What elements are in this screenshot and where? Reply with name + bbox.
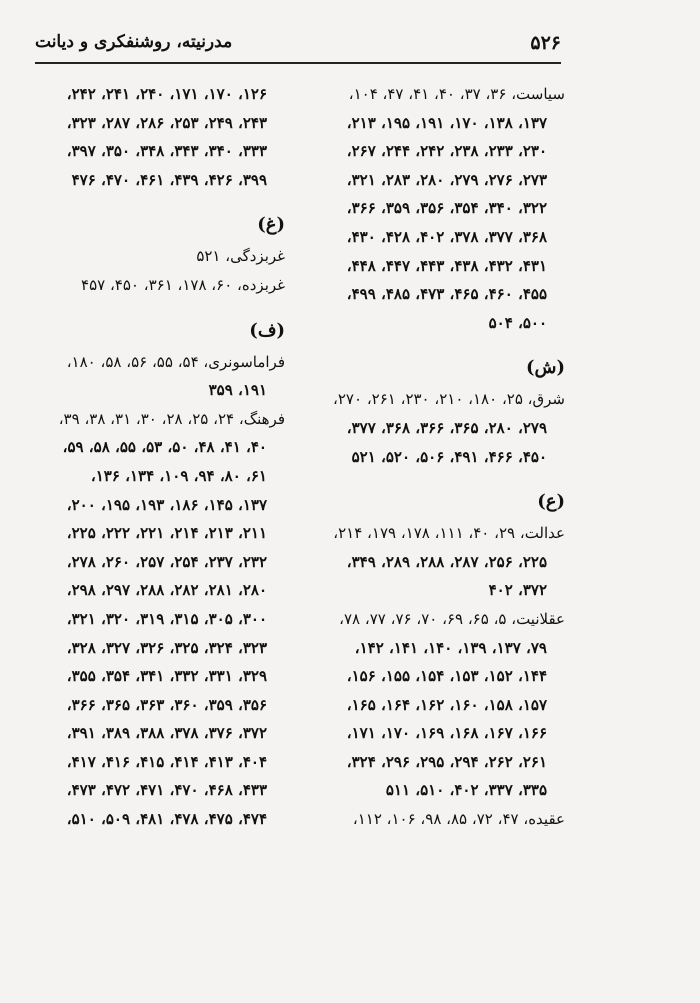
index-entry-continuation: ۳۷۲، ۴۰۲ [488, 581, 547, 600]
index-entry-continuation: ۳۳۵، ۳۳۷، ۴۰۲، ۵۱۰، ۵۱۱ [385, 781, 547, 800]
index-entry-continuation: ۳۰۰، ۳۰۵، ۳۱۵، ۳۱۹، ۳۲۰، ۳۲۱، [66, 609, 267, 628]
index-entry-continuation: ۳۲۳، ۳۲۴، ۳۲۵، ۳۲۶، ۳۲۷، ۳۲۸، [66, 638, 267, 657]
index-entry-continuation: ۱۶۶، ۱۶۷، ۱۶۸، ۱۶۹، ۱۷۰، ۱۷۱، [346, 724, 547, 743]
index-entry: سیاست، ۳۶، ۳۷، ۴۰، ۴۱، ۴۷، ۱۰۴، [348, 85, 565, 103]
index-column-left [40, 80, 285, 834]
index-entry-continuation: ۱۳۷، ۱۳۸، ۱۷۰، ۱۹۱، ۱۹۵، ۲۱۳، [346, 113, 547, 132]
index-entry-continuation: ۲۳۲، ۲۳۷، ۲۵۴، ۲۵۷، ۲۶۰، ۲۷۸، [66, 552, 267, 571]
index-entry-continuation: ۴۵۰، ۴۶۶، ۴۹۱، ۵۰۶، ۵۲۰، ۵۲۱ [351, 447, 547, 466]
index-entry-continuation: ۳۷۲، ۳۷۶، ۳۷۸، ۳۸۸، ۳۸۹، ۳۹۱، [66, 724, 267, 743]
index-entry-continuation: ۳۲۲، ۳۴۰، ۳۵۴، ۳۵۶، ۳۵۹، ۳۶۶، [346, 199, 547, 218]
index-entry-continuation: ۱۵۷، ۱۵۸، ۱۶۰، ۱۶۲، ۱۶۴، ۱۶۵، [346, 695, 547, 714]
page-header [35, 30, 561, 64]
index-entry-continuation: ۱۲۶، ۱۷۰، ۱۷۱، ۲۴۰، ۲۴۱، ۲۴۲، [66, 85, 267, 103]
page-number: ۵۲۶ [530, 32, 561, 54]
running-title: مدرنیته، روشنفکری و دیانت [35, 32, 233, 52]
index-entry-continuation: ۲۴۳، ۲۴۹، ۲۵۳، ۲۸۶، ۲۸۷، ۳۲۳، [66, 113, 267, 132]
index-column-right [325, 80, 565, 834]
index-entry-continuation: ۳۹۹، ۴۲۶، ۴۳۹، ۴۶۱، ۴۷۰، ۴۷۶ [71, 170, 267, 189]
index-entry-continuation: ۶۱، ۸۰، ۹۴، ۱۰۹، ۱۳۴، ۱۳۶، [90, 466, 267, 485]
index-entry-continuation: ۴۰، ۴۱، ۴۸، ۵۰، ۵۳، ۵۵، ۵۸، ۵۹، [62, 438, 267, 457]
index-entry-continuation: ۳۳۳، ۳۴۰، ۳۴۳، ۳۴۸، ۳۵۰، ۳۹۷، [66, 142, 267, 161]
index-entry-continuation: ۳۵۶، ۳۵۹، ۳۶۰، ۳۶۳، ۳۶۵، ۳۶۶، [66, 695, 267, 714]
index-entry-continuation: ۵۰۰، ۵۰۴ [488, 313, 547, 332]
index-letter-heading: (غ) [257, 214, 285, 236]
index-entry-continuation: ۲۷۹، ۲۸۰، ۳۶۵، ۳۶۶، ۳۶۸، ۳۷۷، [346, 418, 547, 437]
index-entry: فرهنگ، ۲۴، ۲۵، ۲۸، ۳۰، ۳۱، ۳۸، ۳۹، [58, 409, 285, 428]
index-entry-continuation: ۴۵۵، ۴۶۰، ۴۶۵، ۴۷۳، ۴۸۵، ۴۹۹، [346, 285, 547, 304]
index-entry: غربزده، ۶۰، ۱۷۸، ۳۶۱، ۴۵۰، ۴۵۷ [81, 275, 285, 294]
index-entry-continuation: ۴۷۴، ۴۷۵، ۴۷۸، ۴۸۱، ۵۰۹، ۵۱۰، [66, 810, 267, 829]
index-entry: عقلانیت، ۵، ۶۵، ۶۹، ۷۰، ۷۶، ۷۷، ۷۸، [339, 609, 565, 628]
index-letter-heading: (ف) [249, 319, 285, 341]
index-entry: غربزدگی، ۵۲۱ [196, 247, 285, 266]
index-entry-continuation: ۱۳۷، ۱۴۵، ۱۸۶، ۱۹۳، ۱۹۵، ۲۰۰، [66, 495, 267, 514]
index-entry: عدالت، ۲۹، ۴۰، ۱۱۱، ۱۷۸، ۱۷۹، ۲۱۴، [333, 524, 565, 543]
index-entry-continuation: ۲۸۰، ۲۸۱، ۲۸۲، ۲۸۸، ۲۹۷، ۲۹۸، [66, 581, 267, 600]
index-entry-continuation: ۲۷۳، ۲۷۶، ۲۷۹، ۲۸۰، ۲۸۳، ۳۲۱، [346, 170, 547, 189]
index-entry-continuation: ۴۰۴، ۴۱۳، ۴۱۴، ۴۱۵، ۴۱۶، ۴۱۷، [66, 752, 267, 771]
index-entry-continuation: ۳۲۹، ۳۳۱، ۳۳۲، ۳۴۱، ۳۵۴، ۳۵۵، [66, 667, 267, 686]
index-entry-continuation: ۲۳۰، ۲۳۳، ۲۳۸، ۲۴۲، ۲۴۴، ۲۶۷، [346, 142, 547, 161]
index-entry-continuation: ۴۳۱، ۴۳۲، ۴۳۸، ۴۴۳، ۴۴۷، ۴۴۸، [346, 256, 547, 275]
index-entry-continuation: ۲۱۱، ۲۱۳، ۲۱۴، ۲۲۱، ۲۲۲، ۲۲۵، [66, 524, 267, 543]
index-entry-continuation: ۱۴۴، ۱۵۲، ۱۵۳، ۱۵۴، ۱۵۵، ۱۵۶، [346, 667, 547, 686]
index-entry-continuation: ۳۶۸، ۳۷۷، ۳۷۸، ۴۰۲، ۴۲۸، ۴۳۰، [346, 227, 547, 246]
index-letter-heading: (ش) [525, 357, 565, 379]
index-entry-continuation: ۲۲۵، ۲۵۶، ۲۸۷، ۲۸۸، ۲۸۹، ۳۴۹، [346, 552, 547, 571]
index-letter-heading: (ع) [537, 491, 565, 513]
index-entry: شرق، ۲۵، ۱۸۰، ۲۱۰، ۲۳۰، ۲۶۱، ۲۷۰، [333, 390, 565, 409]
index-entry-continuation: ۲۶۱، ۲۶۲، ۲۹۴، ۲۹۵، ۲۹۶، ۳۲۴، [346, 752, 547, 771]
index-entry-continuation: ۱۹۱، ۳۵۹ [208, 381, 267, 400]
index-entry: فراماسونری، ۵۴، ۵۵، ۵۶، ۵۸، ۱۸۰، [66, 352, 285, 371]
index-entry-continuation: ۷۹، ۱۳۷، ۱۳۹، ۱۴۰، ۱۴۱، ۱۴۲، [354, 638, 547, 657]
index-entry: عقیده، ۴۷، ۷۲، ۸۵، ۹۸، ۱۰۶، ۱۱۲، [352, 810, 565, 829]
index-entry-continuation: ۴۳۳، ۴۶۸، ۴۷۰، ۴۷۱، ۴۷۲، ۴۷۳، [66, 781, 267, 800]
